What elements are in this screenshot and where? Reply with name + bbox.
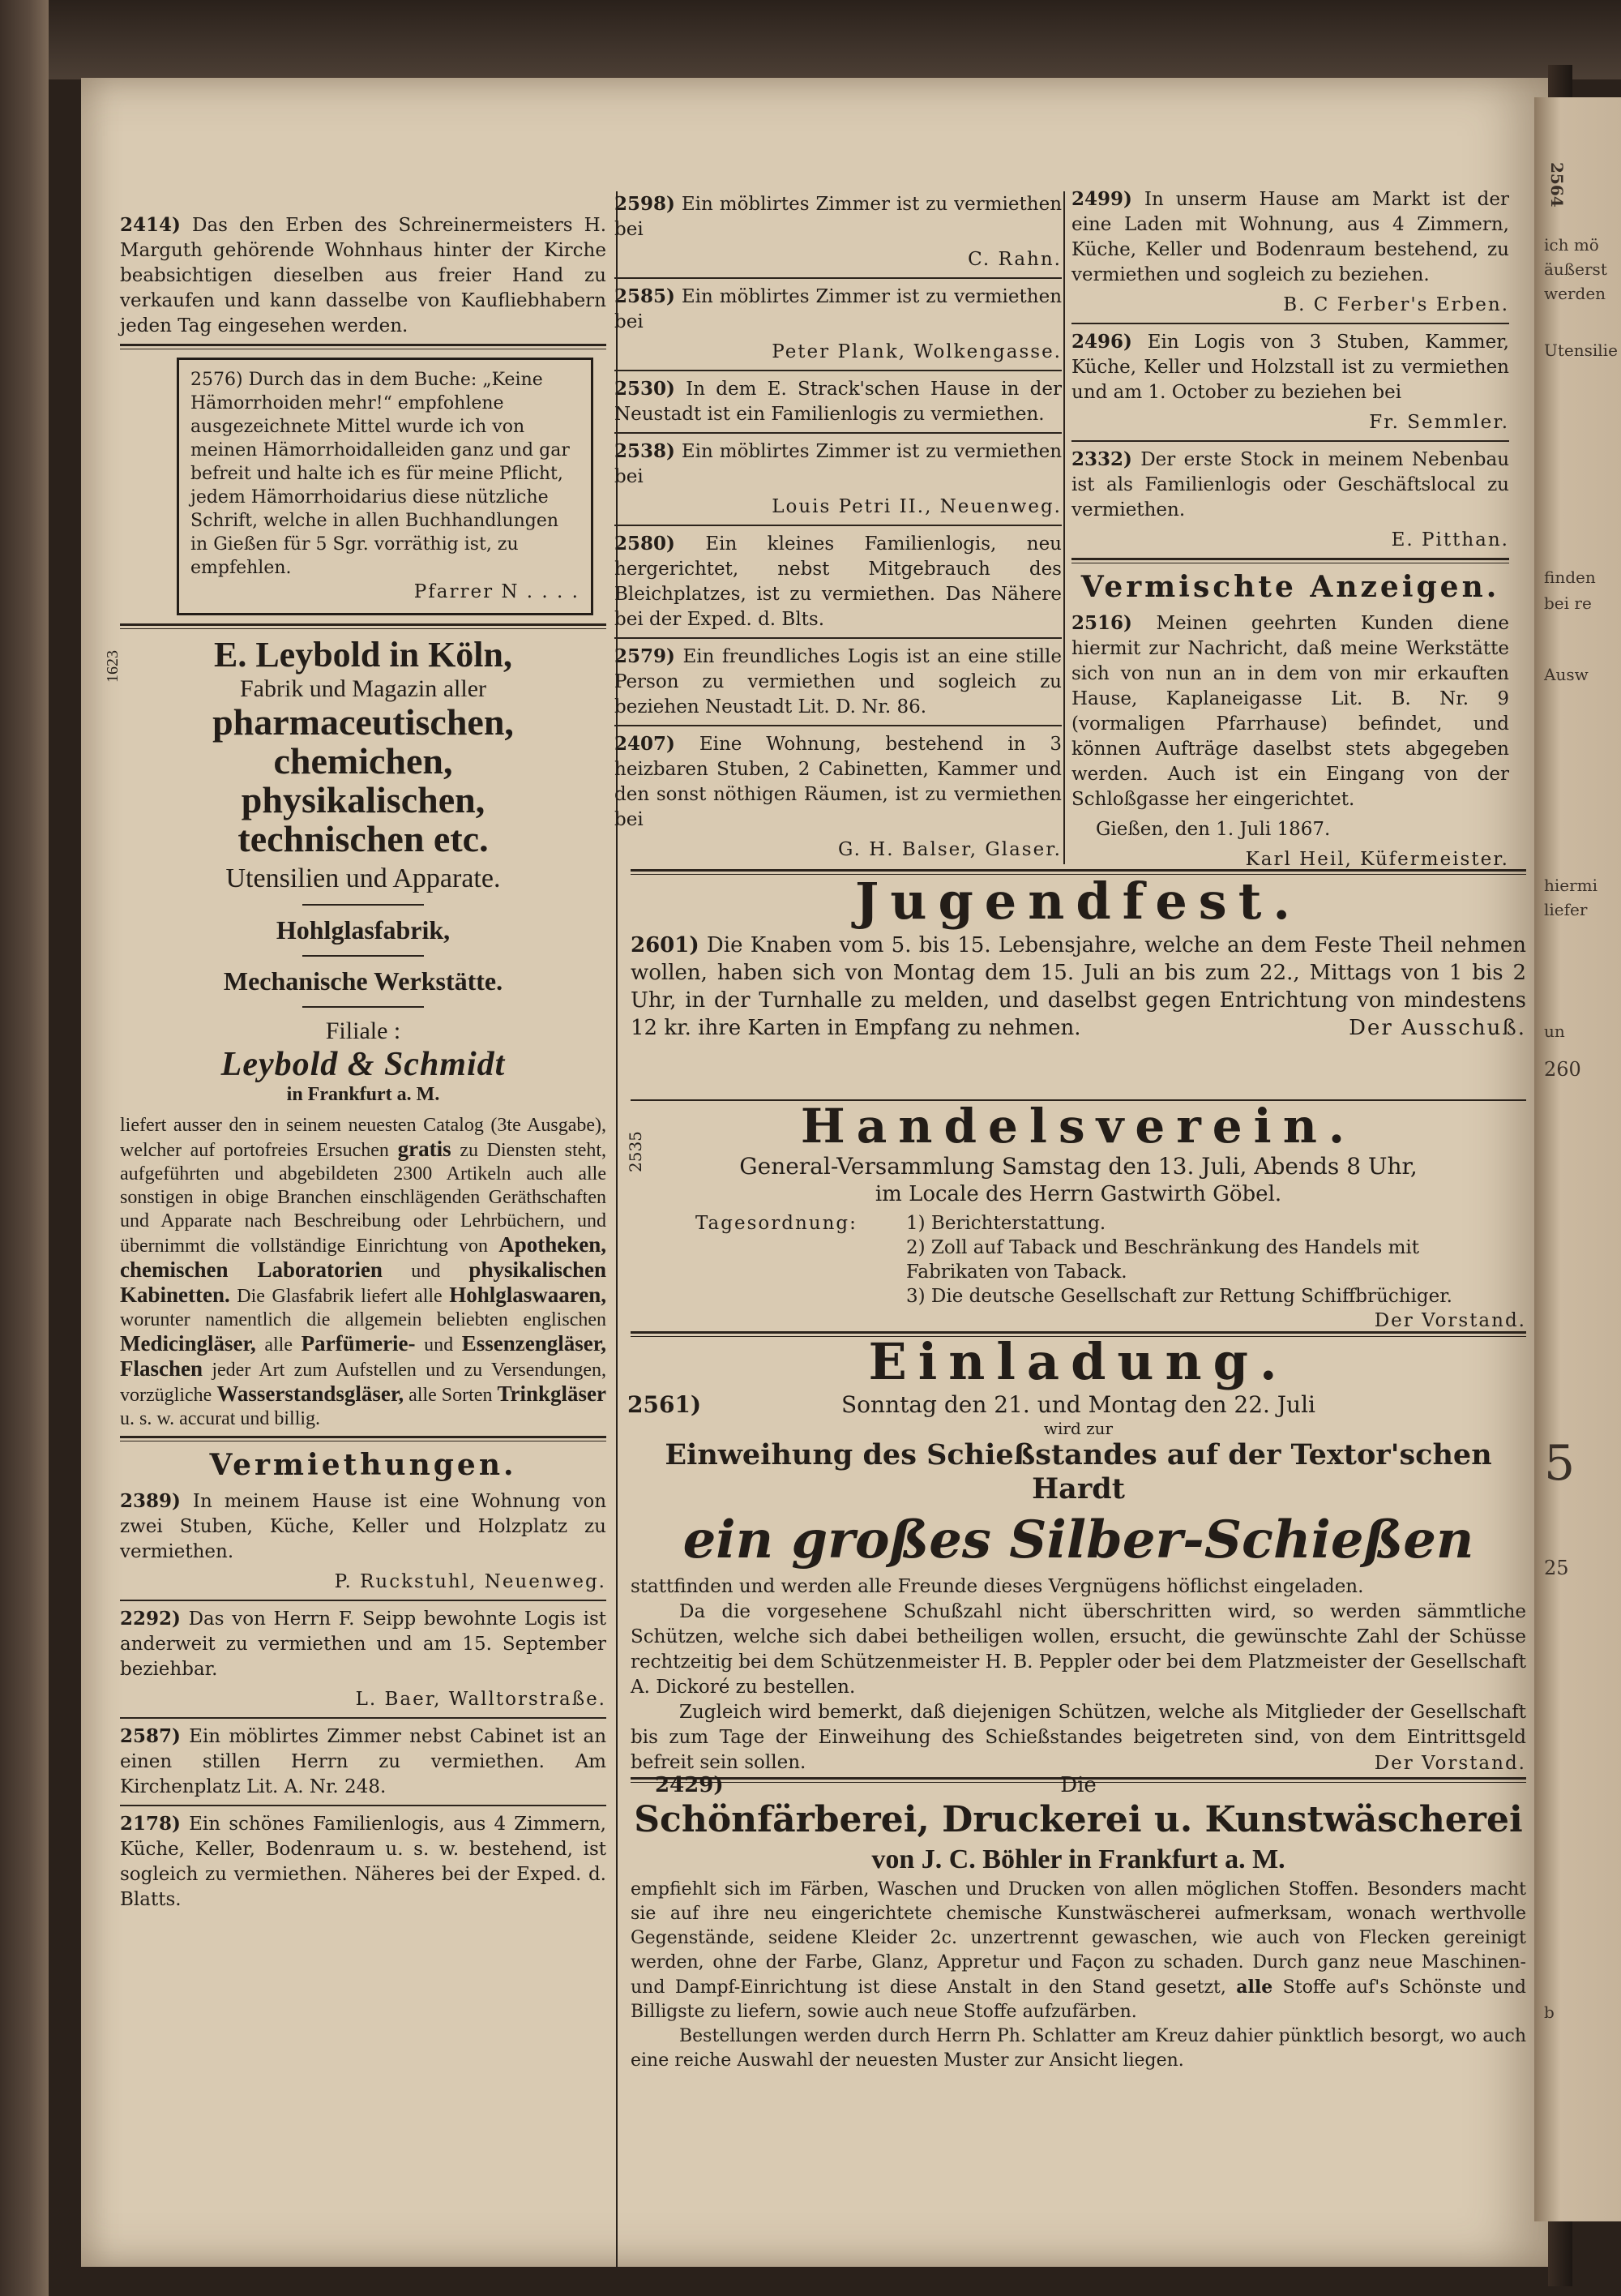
ad-number: 2535	[626, 1131, 645, 1172]
next-page-edge	[1534, 97, 1621, 2221]
column-2	[614, 191, 1062, 863]
divider	[302, 955, 424, 957]
firm-line: pharmaceutischen,	[212, 701, 514, 743]
divider	[614, 370, 1062, 371]
divider	[1071, 323, 1509, 324]
boehler-from: von J. C. Böhler in Frankfurt a. M.	[871, 1844, 1285, 1874]
signature: E. Pitthan.	[1391, 529, 1509, 550]
ad-2407: 2407) Eine Wohnung, bestehend in 3 heizbaren Stuben, 2 Cabinetten, Kammer und den sonst nöthigen Räumen, ist zu vermiethen bei	[614, 733, 1063, 830]
branch-name: Leybold & Schmidt	[220, 1046, 506, 1083]
column-1	[104, 212, 607, 1917]
divider	[614, 525, 1062, 526]
signature: Der Vorstand.	[1374, 1310, 1526, 1331]
section-heading: Vermischte Anzeigen.	[1080, 570, 1500, 604]
binding-left	[0, 0, 49, 2296]
ad-2414: 2414) Das den Erben des Schreinermeisters H. Marguth gehörende Wohnhaus hinter der Kirche beabsichtigen dieselben aus freier Hand zu verkaufen und kann dasselbe von Kaufliebhabern jeden Tag eingesehen werden.	[120, 214, 607, 336]
ad-2598: 2598) Ein möblirtes Zimmer ist zu vermiethen bei	[614, 193, 1063, 240]
ad-2292: 2292) Das von Herrn F. Seipp bewohnte Logis ist anderweit zu vermiethen und am 15. September beziehbar.	[120, 1608, 607, 1680]
ad-2516: 2516) Meinen geehrten Kunden diene hiermit zur Nachricht, daß meine Werkstätte sich von nun an in dem von mir erkauften Hause, Kaplaneigasse Lit. B. Nr. 9 (vormaligen Pfarrhause) befindet, und können Aufträge daselbst stets abgegeben werden. Auch ist ein Eingang von der Schloßgasse her eingerichtet.	[1071, 612, 1509, 810]
ad-number: 1623	[104, 650, 122, 683]
date-line: Gießen, den 1. Juli 1867.	[1096, 819, 1331, 840]
column-3	[1071, 186, 1509, 872]
handelsverein-line: im Locale des Herrn Gastwirth Göbel.	[875, 1182, 1282, 1206]
agenda-items	[906, 1211, 1526, 1309]
firm-line: Utensilien und Apparate.	[225, 863, 501, 893]
divider	[614, 725, 1062, 726]
next-page-fragment: 5	[1544, 1435, 1576, 1492]
leybold-ad	[104, 634, 606, 1106]
next-page-fragment: Utensilie	[1544, 341, 1618, 360]
divider	[120, 1717, 606, 1719]
next-page-fragment: 260	[1544, 1058, 1581, 1081]
signature: Pfarrer N . . . .	[413, 581, 580, 602]
signature: Peter Plank, Wolkengasse.	[772, 341, 1062, 362]
firm-name: E. Leybold in Köln,	[213, 635, 512, 675]
signature: Der Ausschuß.	[1349, 1016, 1526, 1040]
handelsverein-line: General-Versammlung Samstag den 13. Juli, Abends 8 Uhr,	[739, 1153, 1418, 1180]
next-page-fragment: bei re	[1544, 593, 1592, 613]
firm-line: Filiale :	[325, 1017, 401, 1044]
einladung-text: Da die vorgesehene Schußzahl nicht überschritten wird, so werden sämmtliche Schützen, welche sich dabei betheiligen wollen, ersucht, die gewünschte Zahl der Schüsse rechtzeitig bei dem Schützenmeister H. B. Peppler oder bei dem Platzmeister der Gesellschaft A. Dickoré zu bestellen.	[631, 1601, 1526, 1698]
boehler-text: Bestellungen werden durch Herrn Ph. Schlatter am Kreuz dahier pünktlich besorgt, wo auch eine reiche Auswahl der neuesten Muster zur Ansicht liegen.	[631, 2026, 1526, 2071]
boehler-die: 2429) Die	[655, 1773, 1097, 1797]
divider	[120, 1436, 606, 1441]
boehler-ad	[631, 1772, 1526, 2073]
next-page-fragment: werden	[1544, 284, 1606, 303]
leybold-catalog-text: liefert ausser den in seinem neuesten Catalog (3te Ausgabe), welcher auf portofreies Ersuchen gratis zu Diensten steht, aufgeführten und abgebildeten 2300 Artikeln auch alle sonstigen in obige Branchen einschlägenden Geräthschaften und Apparate nach Beschreibung oder Lehrbüchern, und übernimmt die vollständige Einrichtung von Apotheken, chemischen Laboratorien und physikalischen Kabinetten. Die Glasfabrik liefert alle Hohlglaswaaren, worunter namentlich die allgemein beliebten englischen Medicingläser, alle Parfümerie- und Essenzengläser, Flaschen jeder Art zum Aufstellen und zu Versendungen, vorzügliche Wasserstandsgläser, alle Sorten Trinkgläser u. s. w. accurat und billig.	[120, 1115, 607, 1429]
ad-2587: 2587) Ein möblirtes Zimmer nebst Cabinet ist an einen stillen Herrn zu vermiethen. Am Kirchenplatz Lit. A. Nr. 248.	[120, 1725, 607, 1797]
jugendfest-text: 2601) Die Knaben vom 5. bis 15. Lebensjahre, welche an dem Feste Theil nehmen wollen, haben sich von Montag dem 15. Juli an bis zum 22., Mittags von 1 bis 2 Uhr, in der Turnhalle zu melden, und daselbst gegen Entrichtung von mindestens 12 kr. ihre Karten in Empfang zu nehmen.	[631, 933, 1527, 1040]
signature: C. Rahn.	[968, 249, 1062, 270]
next-page-fragment: ich mö	[1544, 235, 1599, 255]
page-number: 2564	[1547, 162, 1567, 208]
branch-city: in Frankfurt a. M.	[286, 1084, 440, 1105]
binding-top	[0, 0, 1621, 79]
ad-2576-box: 2576) Durch das in dem Buche: „Keine Hämorrhoiden mehr!“ empfohlene ausgezeichnete Mittel wurde ich von meinen Hämorrhoidalleiden ganz und gar befreit und halte ich es für meine Pflicht, jedem Hämorrhoidarius diese nützliche Schrift, welche in allen Buchhandlungen in Gießen für 5 Sgr. vorräthig ist, zu empfehlen. Pfarrer N . . . .	[177, 358, 593, 615]
next-page-fragment: Ausw	[1544, 665, 1589, 684]
firm-line: physikalischen,	[241, 779, 485, 820]
signature: Louis Petri II., Neuenweg.	[772, 496, 1062, 517]
signature: Karl Heil, Küfermeister.	[1245, 849, 1509, 870]
ad-2585: 2585) Ein möblirtes Zimmer ist zu vermiethen bei	[614, 285, 1063, 332]
firm-line: Hohlglasfabrik,	[276, 915, 451, 945]
signature: L. Baer, Walltorstraße.	[355, 1689, 606, 1710]
next-page-fragment: 25	[1544, 1557, 1569, 1579]
firm-line: technischen etc.	[237, 818, 489, 859]
divider	[302, 1006, 424, 1008]
einladung-title: Einladung.	[868, 1332, 1289, 1391]
boehler-title: Schönfärberei, Druckerei u. Kunstwäscherei	[634, 1799, 1523, 1840]
signature: G. H. Balser, Glaser.	[838, 839, 1062, 860]
agenda	[631, 1211, 1526, 1309]
ad-2538: 2538) Ein möblirtes Zimmer ist zu vermiethen bei	[614, 440, 1063, 487]
jugendfest-title: Jugendfest.	[855, 872, 1302, 931]
column-rule	[1063, 191, 1065, 864]
divider	[120, 1805, 606, 1806]
next-page-fragment: hiermi	[1544, 876, 1598, 895]
divider	[120, 1600, 606, 1601]
einladung-line: 2561) Sonntag den 21. und Montag den 22. Juli	[627, 1391, 1315, 1418]
divider	[1071, 440, 1509, 442]
ad-2496: 2496) Ein Logis von 3 Stuben, Kammer, Küche, Keller und Holzstall ist zu vermiethen und am 1. October zu beziehen bei	[1071, 331, 1509, 403]
signature: B. C Ferber's Erben.	[1283, 294, 1509, 315]
ad-2389: 2389) In meinem Hause ist eine Wohnung von zwei Stuben, Küche, Keller und Holzplatz zu vermiethen.	[120, 1490, 607, 1562]
agenda-item: 3) Die deutsche Gesellschaft zur Rettung Schiffbrüchiger.	[906, 1286, 1452, 1307]
ad-2332: 2332) Der erste Stock in meinem Nebenbau ist als Familienlogis oder Geschäftslocal zu vermiethen.	[1071, 448, 1510, 520]
firm-line: Mechanische Werkstätte.	[223, 966, 503, 996]
einladung-line: wird zur	[1043, 1419, 1114, 1438]
agenda-item: 1) Berichterstattung.	[906, 1213, 1106, 1234]
signature: P. Ruckstuhl, Neuenweg.	[334, 1571, 606, 1592]
jugendfest-ad	[631, 872, 1526, 1041]
agenda-label: Tagesordnung:	[695, 1213, 858, 1234]
ad-2579: 2579) Ein freundliches Logis ist an eine stille Person zu vermiethen und sogleich zu beziehen Neustadt Lit. D. Nr. 86.	[614, 645, 1062, 718]
next-page-fragment: liefer	[1544, 900, 1588, 919]
agenda-item: 2) Zoll auf Taback und Beschränkung des Handels mit Fabrikaten von Taback.	[906, 1237, 1419, 1283]
divider	[614, 277, 1062, 279]
ad-2580: 2580) Ein kleines Familienlogis, neu hergerichtet, nebst Mitgebrauch des Bleichplatzes, ist zu vermiethen. Das Nähere bei der Exped. d. Blts.	[614, 533, 1062, 630]
ad-2499: 2499) In unserm Hause am Markt ist der eine Laden mit Wohnung, aus 4 Zimmern, Küche, Keller und Bodenraum bestehend, zu vermiethen und sogleich zu beziehen.	[1071, 188, 1509, 285]
next-page-fragment: äußerst	[1544, 259, 1607, 279]
handelsverein-ad	[626, 1099, 1526, 1334]
ad-2530: 2530) In dem E. Strack'schen Hause in der Neustadt ist ein Familienlogis zu vermiethen.	[614, 378, 1063, 425]
ad-2178: 2178) Ein schönes Familienlogis, aus 4 Zimmern, Küche, Keller, Bodenraum u. s. w. bestehend, ist sogleich zu vermiethen. Näheres bei der Exped. d. Blatts.	[120, 1813, 606, 1910]
next-page-fragment: un	[1544, 1022, 1565, 1041]
section-heading: Vermiethungen.	[209, 1448, 517, 1482]
einladung-text: Zugleich wird bemerkt, daß diejenigen Schützen, welche als Mitglieder der Gesellschaft bis zum Tage der Einweihung des Schießstandes beigetreten sind, von dem Eintrittsgeld befreit sein sollen.	[631, 1702, 1526, 1773]
next-page-fragment: finden	[1544, 568, 1596, 587]
signature: Fr. Semmler.	[1369, 412, 1509, 433]
einladung-text: stattfinden und werden alle Freunde dieses Vergnügens höflichst eingeladen.	[631, 1576, 1364, 1597]
einladung-big: ein großes Silber-Schießen	[682, 1510, 1474, 1570]
divider	[1071, 558, 1509, 563]
signature: Der Vorstand.	[1374, 1753, 1526, 1774]
einladung-headline: Einweihung des Schießstandes auf der Textor'schen Hardt	[665, 1438, 1492, 1506]
divider	[614, 432, 1062, 434]
divider	[302, 904, 424, 906]
firm-line: Fabrik und Magazin aller	[239, 675, 487, 702]
next-page-fragment: b	[1544, 2003, 1555, 2022]
einladung-ad	[627, 1332, 1526, 1776]
divider	[120, 344, 606, 349]
divider	[614, 637, 1062, 639]
boehler-text: empfiehlt sich im Färben, Waschen und Drucken von allen möglichen Stoffen. Besonders macht sie auf ihre neu eingerichtete chemische Kunstwäscherei aufmerksam, wonach werthvolle Gegenstände, seidene Kleider 2c. unzertrennt gewaschen, wie auch von Flecken gereinigt werden, ohne der Farbe, Glanz, Appretur und Façon zu schaden. Durch ganz neue Maschinen- und Dampf-Einrichtung ist diese Anstalt in den Stand gesetzt, alle Stoffe auf's Schönste und Billigste zu liefern, sowie auch neue Stoffe aufzufärben.	[631, 1879, 1526, 2022]
firm-line: chemichen,	[273, 740, 453, 782]
handelsverein-title: Handelsverein.	[800, 1099, 1357, 1154]
divider	[120, 623, 606, 629]
